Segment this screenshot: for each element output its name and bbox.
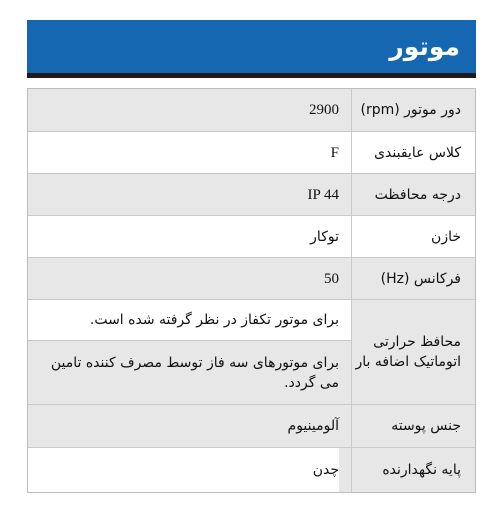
table-row [28,448,475,492]
row-value: IP 44 [307,186,339,203]
row-label: جنس پوسته [391,418,461,434]
table-row [28,174,475,215]
table-row [28,258,475,299]
thermal-note [28,300,351,340]
row-label: درجه محافظت [374,186,461,203]
row-value: 2900 [309,102,339,118]
title-underline [27,73,476,78]
row-value: 50 [324,270,339,287]
row-label: فرکانس (Hz) [380,270,461,287]
row-label: محافظ حرارتی اتوماتیک اضافه بار [352,300,475,404]
row-label: دور موتور (rpm) [360,102,461,118]
row-value: F [330,144,339,161]
thermal-note-three-phase: برای موتورهای سه فاز توسط مصرف کننده تامین می گردد. [50,354,339,391]
table-row [28,216,475,257]
row-value: چدن [28,448,339,492]
table-row [28,132,475,173]
table-row-thermal [28,300,475,404]
row-label: خازن [431,228,461,245]
row-value: توکار [310,228,339,245]
spec-table [27,88,476,493]
title-banner [27,20,476,73]
row-label: پایه نگهدارنده [382,462,461,478]
thermal-note-single-phase: برای موتور تکفاز در نظر گرفته شده است. [89,312,339,328]
row-value: آلومینیوم [287,418,339,434]
table-row [28,89,475,131]
table-row [28,405,475,447]
page-title: موتور [389,32,460,61]
thermal-note [28,341,351,404]
row-label: کلاس عایقبندی [374,144,461,161]
